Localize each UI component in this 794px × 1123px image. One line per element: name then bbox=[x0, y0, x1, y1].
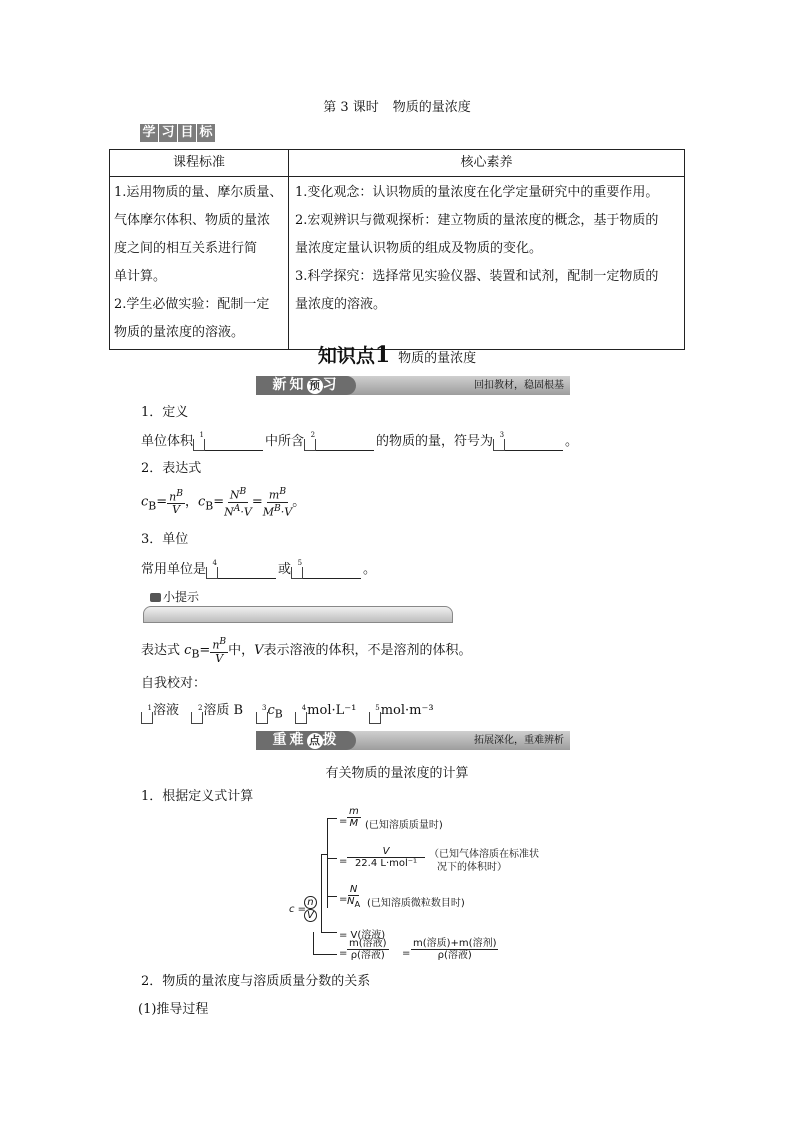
tip-heading: 小提示 bbox=[150, 588, 199, 605]
preview-banner-note: 回扣教材，稳固根基 bbox=[474, 380, 564, 391]
key-points-banner-note: 拓展深化，重难辨析 bbox=[474, 735, 564, 746]
calc-heading-2: 2．物质的量浓度与溶质质量分数的关系 bbox=[141, 974, 371, 989]
thumbs-up-icon bbox=[150, 593, 161, 602]
objectives-table bbox=[109, 149, 685, 350]
lesson-topic: 物质的量浓度 bbox=[392, 100, 471, 115]
objectives-label: 学 习 目 标 bbox=[140, 124, 216, 142]
definition-line: 单位体积 1 中所含 2 的物质的量，符号为 3 。 bbox=[141, 431, 579, 449]
blank-4 bbox=[218, 564, 276, 579]
calc-section-title: 有关物质的量浓度的计算 bbox=[325, 766, 469, 781]
definition-heading: 1．定义 bbox=[141, 405, 189, 420]
expression-formula: $c_B=$ $\frac{n^B}{V}$ ，$c_B=$ $\frac{N^B}{N^A\cdot V}$ = $\frac{m^B}{M^B\cdot V}$ 。 bbox=[141, 486, 306, 519]
blank-marker: 1 bbox=[193, 439, 205, 451]
definition-formula-diagram: c = n V = m M (已知溶质质量时) = V 22.4 L·mol⁻¹ （已知气体溶质在标准状 况下的体积时） = N $N_A$ (已知溶质微粒数目时) = V(溶液) = m(溶液) ρ(溶液) = m(溶质)+m(溶剂) ρ(溶液) bbox=[289, 806, 539, 961]
col-header-literacy: 核心素养 bbox=[289, 150, 685, 177]
expression-heading: 2．表达式 bbox=[141, 461, 202, 476]
col-header-standards: 课程标准 bbox=[110, 150, 289, 177]
key-points-banner: 重难 点 拨 拓展深化，重难辨析 bbox=[256, 731, 570, 750]
unit-heading: 3．单位 bbox=[141, 532, 189, 547]
page-title bbox=[0, 96, 794, 115]
blank-1 bbox=[205, 436, 263, 451]
literacy-cell: 1.变化观念：认识物质的量浓度在化学定量研究中的重要作用。 2.宏观辨识与微观探析：建立物质的量浓度的概念，基于物质的 量浓度定量认识物质的组成及物质的变化。 3.科学探究：选择常见实验仪器、装置和试剂，配制一定物质的 量浓度的溶液。 bbox=[289, 177, 685, 350]
lesson-number: 第 3 课时 bbox=[323, 100, 379, 115]
blank-2 bbox=[316, 436, 374, 451]
calc-heading-1: 1．根据定义式计算 bbox=[141, 789, 254, 804]
calc-heading-3: (1)推导过程 bbox=[138, 1002, 209, 1017]
unit-line: 常用单位是 4 或 5 。 bbox=[141, 559, 377, 577]
self-check-title: 自我校对： bbox=[141, 676, 207, 691]
preview-banner: 新知 预 习 回扣教材，稳固根基 bbox=[256, 376, 570, 395]
blank-5 bbox=[303, 564, 361, 579]
blank-3 bbox=[505, 436, 563, 451]
tip-bar bbox=[143, 606, 453, 623]
knowledge-point-heading: 知识点1 物质的量浓度 bbox=[317, 342, 477, 368]
standards-cell: 1.运用物质的量、摩尔质量、 气体摩尔体积、物质的量浓 度之间的相互关系进行简 单计算。 2.学生必做实验：配制一定 物质的量浓度的溶液。 bbox=[110, 177, 289, 350]
self-check-answers: 1 溶液 2 溶质 B 3 $c_B$ 4 mol·L⁻¹ 5 mol·m⁻³ bbox=[141, 702, 434, 724]
tip-text: 表达式 $c_B=$ $\frac{n^B}{V}$ 中，V表示溶液的体积，不是溶剂的体积。 bbox=[141, 636, 472, 665]
